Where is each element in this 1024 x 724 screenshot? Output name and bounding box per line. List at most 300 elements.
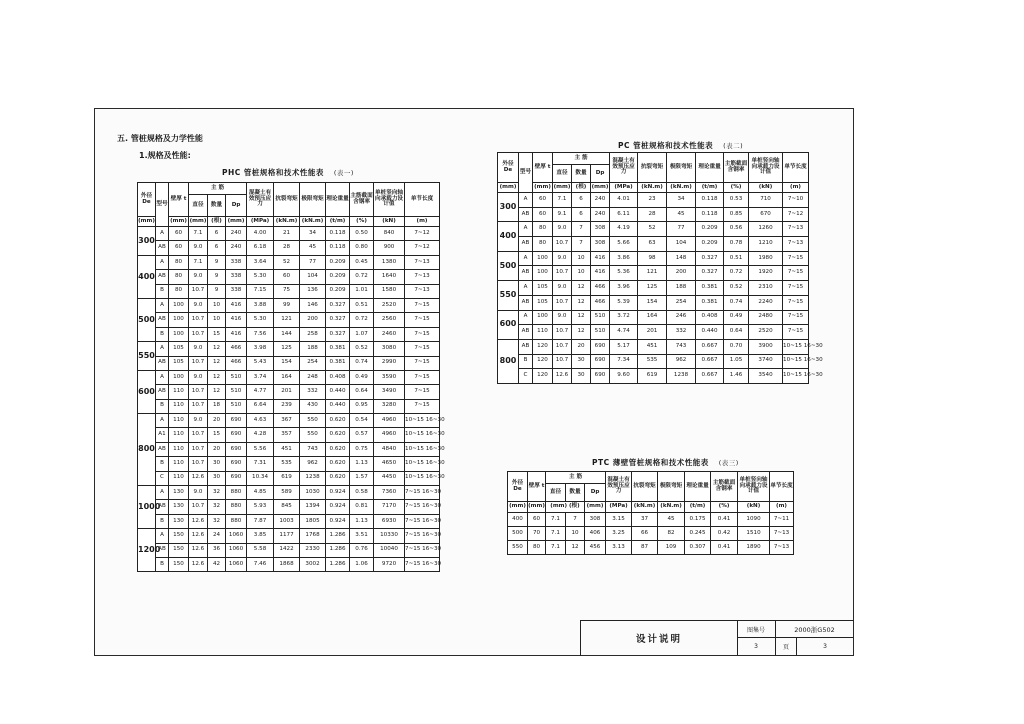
table-cell: 100	[169, 298, 189, 312]
table-cell: 1210	[749, 237, 783, 252]
table-cell: 9.0	[553, 251, 572, 266]
table-row	[138, 227, 440, 241]
table-cell: 1260	[749, 222, 783, 237]
table-cell: 0.620	[326, 442, 350, 456]
table-cell: 7~13	[783, 237, 809, 252]
unit-weight: (t/m)	[326, 217, 350, 227]
table-cell: 0.118	[326, 227, 350, 241]
table-cell: 0.70	[724, 339, 749, 354]
table-cell: 10.7	[189, 327, 208, 341]
table-cell: 0.42	[711, 527, 738, 541]
table-cell: 10.34	[247, 471, 274, 485]
table-row	[138, 370, 440, 384]
table-cell: 7.31	[247, 457, 274, 471]
unit-dia: (mm)	[189, 217, 208, 227]
table-cell: 743	[667, 339, 696, 354]
table-cell: 7~15	[405, 342, 440, 356]
table-cell: A	[156, 255, 169, 269]
table-cell: 589	[274, 486, 300, 500]
col-conc: 混凝土有效预压应力	[606, 472, 632, 502]
table-cell: 535	[638, 354, 667, 369]
table-cell: AB	[156, 543, 169, 557]
table-cell: AB	[156, 500, 169, 514]
table-cell: 962	[667, 354, 696, 369]
table-cell: 690	[591, 369, 610, 384]
table-cell: 1.286	[326, 543, 350, 557]
table-cell: 5.30	[247, 313, 274, 327]
table-cell: 110	[169, 471, 189, 485]
table-cell: 10~15 16~30	[405, 414, 440, 428]
table-cell: 4.01	[610, 193, 638, 208]
table-cell: 10	[208, 298, 226, 312]
table-cell: 42	[208, 557, 226, 571]
table-row	[498, 369, 809, 384]
table-cell: 1.05	[724, 354, 749, 369]
table-cell: 1394	[300, 500, 326, 514]
col-conc: 混凝土有效预压应力	[247, 183, 274, 217]
table-cell: 0.78	[724, 237, 749, 252]
table-cell: 239	[274, 399, 300, 413]
table-cell: 510	[226, 399, 247, 413]
table-cell: A	[519, 222, 533, 237]
table-cell: 880	[226, 514, 247, 528]
unit-crack: (kN.m)	[274, 217, 300, 227]
table-cell: 10~15 16~30	[783, 354, 809, 369]
table-cell: 45	[658, 513, 685, 527]
table-cell: 619	[274, 471, 300, 485]
table-cell: 7~13	[405, 270, 440, 284]
table-cell: A	[519, 251, 533, 266]
table-cell: 4.00	[247, 227, 274, 241]
table-row	[508, 527, 794, 541]
table-cell: 406	[585, 527, 606, 541]
table-cell: 7	[566, 513, 585, 527]
table-cell: 9.0	[189, 298, 208, 312]
table-cell: 15	[208, 428, 226, 442]
table3-title: PTC 薄壁管桩规格和技术性能表	[592, 458, 709, 467]
table-row	[498, 222, 809, 237]
table-cell: 12	[208, 342, 226, 356]
table-cell: 110	[169, 428, 189, 442]
table-cell: 1510	[738, 527, 770, 541]
table-cell: 80	[169, 270, 189, 284]
table-cell: 12.6	[189, 471, 208, 485]
table-cell: 0.620	[326, 471, 350, 485]
table-cell: 9.0	[189, 486, 208, 500]
table-cell: 12	[208, 356, 226, 370]
table-cell: 0.381	[696, 281, 724, 296]
table1-caption	[222, 167, 354, 178]
table-cell: 23	[638, 193, 667, 208]
table-cell: 5.17	[610, 339, 638, 354]
table-cell: 109	[658, 541, 685, 555]
col-od: 外径 De	[138, 183, 156, 217]
table-cell: 12	[566, 541, 585, 555]
table-cell: 0.41	[711, 541, 738, 555]
table-cell: 10.7	[189, 442, 208, 456]
table-cell: 10	[572, 266, 591, 281]
table-cell: 466	[591, 281, 610, 296]
table-cell: 4.28	[247, 428, 274, 442]
table-cell: 258	[300, 327, 326, 341]
table-cell: 37	[632, 513, 658, 527]
unit-od: (mm)	[498, 183, 519, 193]
unit-weight: (t/m)	[696, 183, 724, 193]
table-cell: 690	[226, 414, 247, 428]
table-cell: 690	[591, 354, 610, 369]
table-cell: 12.6	[189, 557, 208, 571]
outer-diameter-cell: 500	[498, 251, 519, 280]
table-cell: 7.56	[247, 327, 274, 341]
table-cell: 880	[226, 500, 247, 514]
table-cell: 3540	[749, 369, 783, 384]
table-cell: 60	[169, 227, 189, 241]
table-cell: 535	[274, 457, 300, 471]
table-cell: A	[156, 370, 169, 384]
table-cell: 4.74	[610, 325, 638, 340]
unit-len: (m)	[783, 183, 809, 193]
table-cell: 130	[169, 486, 189, 500]
col-dp: Dp	[226, 195, 247, 217]
table-cell: 28	[274, 241, 300, 255]
col-weight: 理论重量	[326, 183, 350, 217]
table-cell: 5.36	[610, 266, 638, 281]
table-cell: 80	[533, 237, 553, 252]
table-cell: 7~15 16~30	[405, 500, 440, 514]
table-cell: 0.667	[696, 369, 724, 384]
col-cap: 单桩竖向轴向承载力设计值	[374, 183, 405, 217]
table-cell: 7.1	[546, 513, 566, 527]
col-len: 单节长度	[770, 472, 794, 502]
table-row	[508, 541, 794, 555]
col-conc: 混凝土有效预压应力	[610, 153, 638, 183]
table-cell: 201	[274, 385, 300, 399]
table-cell: 845	[274, 500, 300, 514]
table-cell: 3.74	[247, 370, 274, 384]
table-cell: 12	[572, 295, 591, 310]
table-cell: 550	[300, 428, 326, 442]
table-cell: 100	[533, 266, 553, 281]
table-cell: 1060	[226, 543, 247, 557]
col-ratio: 主筋截面含钢率	[350, 183, 374, 217]
table-cell: 10040	[374, 543, 405, 557]
table-cell: 7~15	[405, 327, 440, 341]
table-cell: C	[519, 369, 533, 384]
table-cell: 0.72	[350, 313, 374, 327]
table-cell: 510	[591, 325, 610, 340]
table-cell: 0.80	[350, 241, 374, 255]
outer-diameter-cell: 300	[498, 193, 519, 222]
table-cell: 104	[300, 270, 326, 284]
table-cell: 1238	[300, 471, 326, 485]
unit-wall: (mm)	[169, 217, 189, 227]
table-cell: 0.245	[685, 527, 711, 541]
table-cell: 10~15 16~30	[783, 339, 809, 354]
col-dia: 直径	[189, 195, 208, 217]
table-row	[498, 266, 809, 281]
table-cell: A1	[156, 428, 169, 442]
table-cell: 7~13	[770, 541, 794, 555]
table-cell: 0.51	[724, 251, 749, 266]
table-cell: A	[156, 342, 169, 356]
table-cell: AB	[519, 266, 533, 281]
table-cell: 3.25	[606, 527, 632, 541]
table-cell: 0.41	[711, 513, 738, 527]
unit-ratio: (%)	[711, 502, 738, 513]
table-cell: 36	[208, 543, 226, 557]
table-cell: 246	[667, 310, 696, 325]
table-cell: 0.667	[696, 339, 724, 354]
col-len: 单节长度	[405, 183, 440, 217]
table-cell: 0.440	[696, 325, 724, 340]
table-cell: 99	[274, 298, 300, 312]
unit-dp: (mm)	[591, 183, 610, 193]
table-cell: 7~12	[405, 227, 440, 241]
table-cell: 6	[208, 227, 226, 241]
col-count: 数量	[566, 484, 585, 502]
table-cell: 4960	[374, 414, 405, 428]
table-row	[138, 471, 440, 485]
table-cell: 3490	[374, 385, 405, 399]
table-cell: 3.98	[247, 342, 274, 356]
table-cell: 0.209	[326, 284, 350, 298]
table-cell: 12.6	[553, 369, 572, 384]
table-cell: 3740	[749, 354, 783, 369]
table-cell: 100	[169, 370, 189, 384]
col-weight: 理论重量	[685, 472, 711, 502]
table-cell: AB	[519, 339, 533, 354]
table-row	[138, 327, 440, 341]
unit-wall: (mm)	[533, 183, 553, 193]
table-cell: 3.13	[606, 541, 632, 555]
table-cell: 1.01	[350, 284, 374, 298]
table-cell: 3.88	[247, 298, 274, 312]
table-cell: 451	[274, 442, 300, 456]
page-number: 3	[823, 643, 827, 650]
unit-count: (根)	[572, 183, 591, 193]
unit-cap: (kN)	[738, 502, 770, 513]
table-cell: AB	[519, 295, 533, 310]
table-cell: 1580	[374, 284, 405, 298]
table-cell: 0.620	[326, 414, 350, 428]
table-cell: 188	[667, 281, 696, 296]
col-main-bar: 主 筋	[189, 183, 247, 195]
table-cell: 2240	[749, 295, 783, 310]
table-cell: 10	[572, 251, 591, 266]
table-cell: 7~15	[783, 251, 809, 266]
table-cell: 0.408	[326, 370, 350, 384]
table-cell: 510	[591, 310, 610, 325]
table-cell: 10.7	[553, 237, 572, 252]
table-cell: 12	[572, 310, 591, 325]
table-cell: AB	[156, 241, 169, 255]
table-cell: 0.209	[696, 222, 724, 237]
table-cell: 332	[667, 325, 696, 340]
table3-caption	[592, 457, 739, 468]
table-cell: 7.1	[553, 193, 572, 208]
table-cell: 7.1	[546, 541, 566, 555]
table-cell: 2480	[749, 310, 783, 325]
table-cell: 308	[591, 237, 610, 252]
table-cell: 0.209	[326, 255, 350, 269]
table-cell: 5.58	[247, 543, 274, 557]
table-cell: 110	[169, 399, 189, 413]
table-cell: 3.72	[610, 310, 638, 325]
table-cell: 6930	[374, 514, 405, 528]
table-cell: 1805	[300, 514, 326, 528]
table-cell: 32	[208, 486, 226, 500]
col-ratio: 主筋截面含钢率	[711, 472, 738, 502]
table-row	[498, 237, 809, 252]
table-cell: 121	[638, 266, 667, 281]
table-cell: 7.87	[247, 514, 274, 528]
table-cell: AB	[156, 356, 169, 370]
table-cell: 15	[208, 327, 226, 341]
table-cell: 130	[169, 514, 189, 528]
col-type: 型号	[519, 153, 533, 193]
table-cell: 240	[226, 241, 247, 255]
table-cell: 0.64	[350, 385, 374, 399]
table-cell: 100	[533, 310, 553, 325]
table-cell: 30	[208, 471, 226, 485]
table-cell: 0.49	[350, 370, 374, 384]
table-cell: 510	[226, 370, 247, 384]
table-cell: 670	[749, 207, 783, 222]
table-cell: 10~15 16~30	[405, 457, 440, 471]
table-cell: 10.7	[189, 284, 208, 298]
table-cell: 0.95	[350, 399, 374, 413]
table-cell: B	[156, 399, 169, 413]
table-cell: 1.13	[350, 514, 374, 528]
table-cell: 28	[638, 207, 667, 222]
table-cell: 0.53	[724, 193, 749, 208]
col-ult: 极限弯矩	[667, 153, 696, 183]
table-cell: 7~15	[405, 313, 440, 327]
table-cell: 4960	[374, 428, 405, 442]
table-cell: 7~15	[783, 281, 809, 296]
table-cell: 9.0	[189, 241, 208, 255]
table-cell: 7~15 16~30	[405, 529, 440, 543]
col-count: 数量	[572, 165, 591, 183]
table-cell: 24	[208, 529, 226, 543]
unit-count: (根)	[208, 217, 226, 227]
table-cell: 4.85	[247, 486, 274, 500]
table-cell: 0.327	[326, 313, 350, 327]
table-cell: 0.209	[326, 270, 350, 284]
table-cell: 10	[566, 527, 585, 541]
table-cell: 0.381	[326, 356, 350, 370]
table-cell: 0.72	[350, 270, 374, 284]
table-cell: 500	[508, 527, 528, 541]
unit-ult: (kN.m)	[658, 502, 685, 513]
table-cell: 466	[226, 356, 247, 370]
unit-ratio: (%)	[350, 217, 374, 227]
table-cell: 9	[208, 284, 226, 298]
table-cell: 416	[226, 327, 247, 341]
table-cell: 1422	[274, 543, 300, 557]
table-cell: A	[519, 281, 533, 296]
table-row	[138, 414, 440, 428]
table-cell: 962	[300, 457, 326, 471]
table-cell: 0.327	[326, 298, 350, 312]
table-cell: 7360	[374, 486, 405, 500]
outer-diameter-cell: 500	[138, 298, 156, 341]
table-row	[138, 514, 440, 528]
table-row	[498, 310, 809, 325]
table-cell: 10.7	[553, 325, 572, 340]
table-cell: 188	[300, 342, 326, 356]
table-cell: 5.43	[247, 356, 274, 370]
table-cell: 9.0	[189, 270, 208, 284]
table-cell: 1177	[274, 529, 300, 543]
col-od: 外径 De	[498, 153, 519, 183]
table-cell: B	[156, 327, 169, 341]
table-cell: 9.0	[189, 414, 208, 428]
table-cell: 70	[528, 527, 546, 541]
table-cell: 7~12	[783, 207, 809, 222]
col-ult: 极限弯矩	[658, 472, 685, 502]
table-cell: 0.58	[350, 486, 374, 500]
table-cell: 10~15 16~30	[783, 369, 809, 384]
table-cell: 10.7	[553, 339, 572, 354]
table-cell: 2520	[374, 298, 405, 312]
table-cell: 0.56	[724, 222, 749, 237]
table-cell: 0.327	[696, 266, 724, 281]
table-cell: 1.06	[350, 557, 374, 571]
table-cell: 120	[533, 339, 553, 354]
table-cell: 240	[591, 207, 610, 222]
table-cell: 1768	[300, 529, 326, 543]
table-cell: 7.1	[189, 227, 208, 241]
table-cell: 34	[300, 227, 326, 241]
table-row	[138, 428, 440, 442]
col-cap: 单桩竖向轴向承载力设计值	[749, 153, 783, 183]
col-main-bar: 主 筋	[546, 472, 606, 484]
unit-cap: (kN)	[374, 217, 405, 227]
table-cell: 7170	[374, 500, 405, 514]
table-cell: 110	[533, 325, 553, 340]
title-block	[580, 620, 854, 656]
col-count: 数量	[208, 195, 226, 217]
table-cell: 10.7	[189, 457, 208, 471]
table-cell: B	[519, 354, 533, 369]
table-cell: 743	[300, 442, 326, 456]
table-cell: 18	[208, 399, 226, 413]
outer-diameter-cell: 600	[498, 310, 519, 339]
table-cell: 1090	[738, 513, 770, 527]
section-subheading: 1.规格及性能:	[139, 151, 191, 160]
table-cell: 10330	[374, 529, 405, 543]
table-cell: 7~10	[783, 193, 809, 208]
table-cell: A	[156, 414, 169, 428]
table-cell: 1.286	[326, 529, 350, 543]
table-cell: 4840	[374, 442, 405, 456]
table-cell: 164	[638, 310, 667, 325]
table-cell: 550	[508, 541, 528, 555]
col-main-bar: 主 筋	[553, 153, 610, 165]
table-cell: 80	[533, 222, 553, 237]
table-cell: 0.327	[696, 251, 724, 266]
table-cell: 0.49	[724, 310, 749, 325]
table-cell: 0.667	[696, 354, 724, 369]
table-cell: 550	[300, 414, 326, 428]
unit-len: (m)	[405, 217, 440, 227]
unit-dia-count: (mm) (根)	[546, 502, 585, 513]
table-cell: 0.408	[696, 310, 724, 325]
table-row	[498, 251, 809, 266]
table-cell: 12	[572, 325, 591, 340]
table-cell: 10.7	[189, 428, 208, 442]
